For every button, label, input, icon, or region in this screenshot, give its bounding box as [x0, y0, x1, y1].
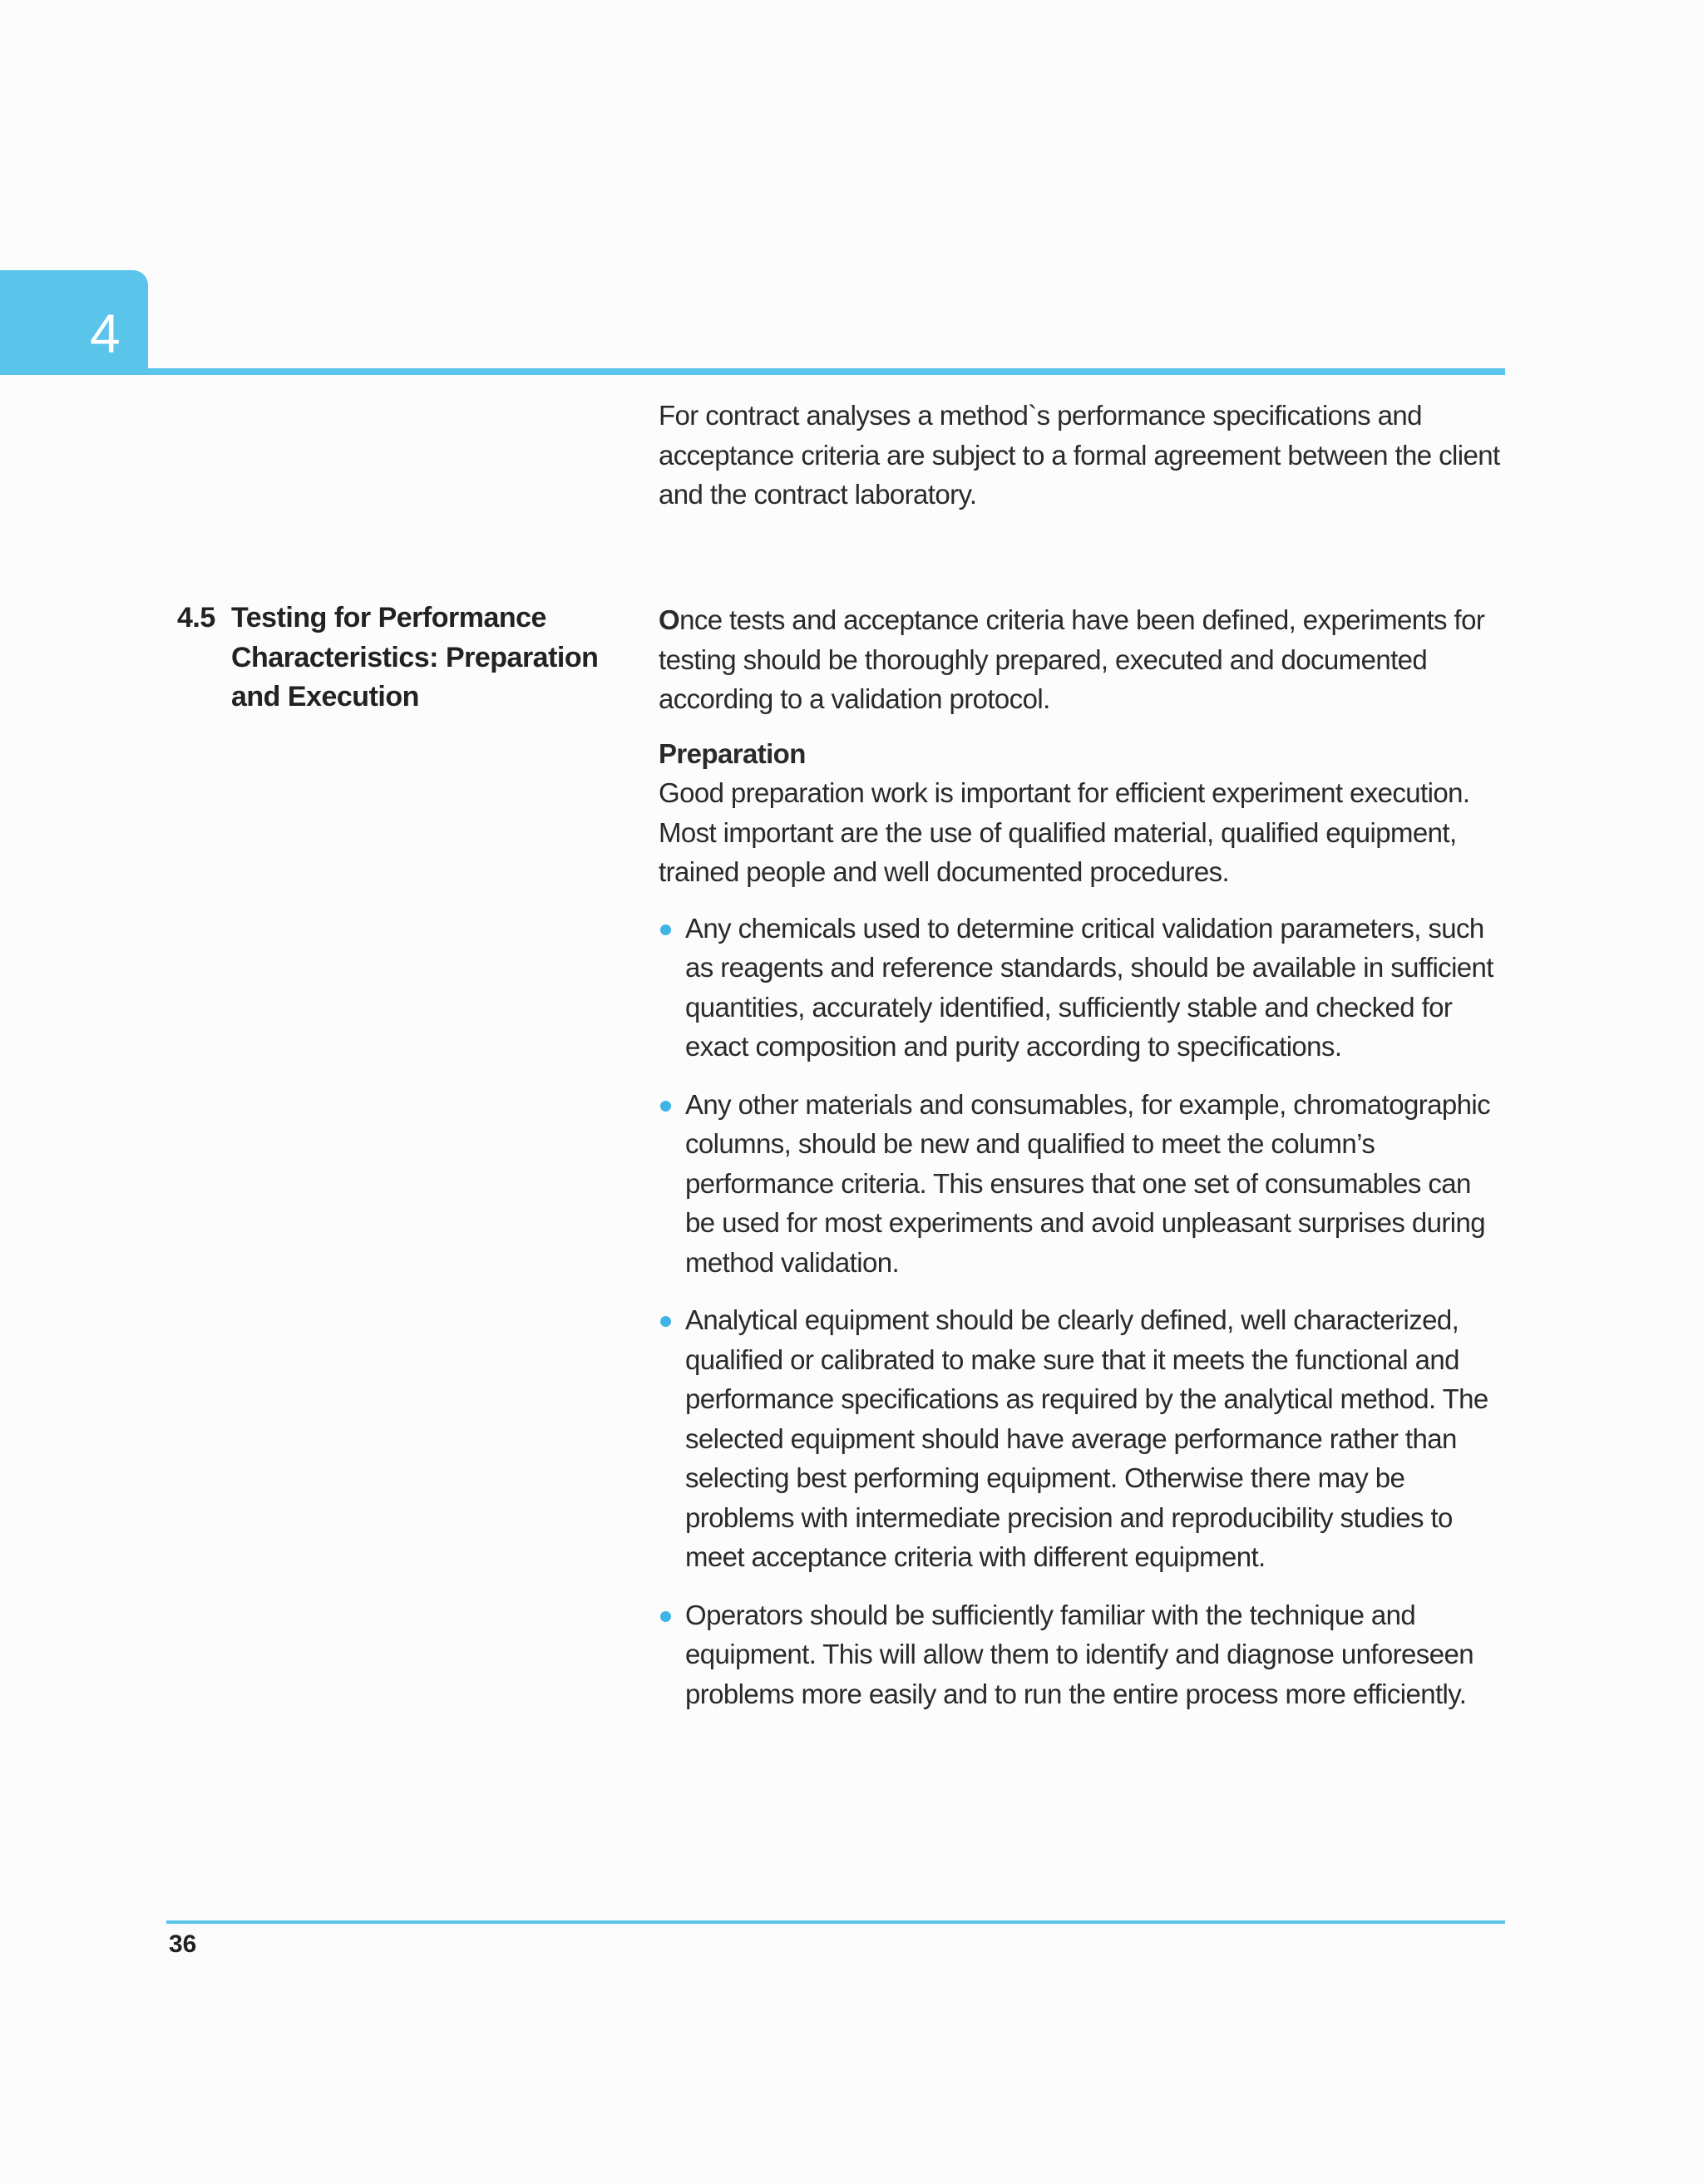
bullet-icon: [660, 1611, 671, 1622]
preparation-text: Good preparation work is important for efficient experiment execution. Most important are the use of qualified material, qualified equipment, trained people and well documented procedures.: [659, 777, 1470, 887]
page-number: 36: [169, 1930, 197, 1958]
intro-paragraph: [659, 396, 1507, 515]
bullet-icon: [660, 924, 671, 935]
list-item: [659, 1300, 1507, 1577]
lead-first-letter: O: [659, 604, 680, 635]
subheading-preparation: Preparation: [659, 737, 806, 769]
intro-text: For contract analyses a method`s performance specifications and acceptance criteria are subject to a formal agreement between the client and the contract laboratory.: [659, 400, 1500, 510]
chapter-number: 4: [90, 303, 121, 364]
bullet-icon: [660, 1316, 671, 1327]
chapter-tab: [0, 270, 148, 372]
header-rule: [0, 368, 1505, 375]
footer-rule: [166, 1920, 1505, 1924]
lead-text: nce tests and acceptance criteria have been defined, experiments for testing should be thoroughly prepared, executed and documented according to a validation protocol.: [659, 604, 1485, 714]
bullet-icon: [660, 1101, 671, 1112]
lead-paragraph: [659, 600, 1507, 719]
list-item: [659, 1085, 1507, 1283]
bullet-text: Any chemicals used to determine critical validation parameters, such as reagents and reference standards, should be available in sufficient quantities, accurately identified, sufficiently stable and checked for exact composition and purity according to specifications.: [685, 912, 1493, 1062]
bullet-text: Analytical equipment should be clearly defined, well characterized, qualified or calibrated to make sure that it meets the functional and performance specifications as required by the analytical method. The selected equipment should have average performance rather than selecting best performing equipment. Otherwise there may be problems with intermediate precision and reproducibility studies to meet acceptance criteria with different equipment.: [685, 1304, 1488, 1572]
list-item: [659, 1595, 1507, 1714]
bullet-list: [659, 909, 1507, 1714]
bullet-text: Any other materials and consumables, for example, chromatographic columns, should be new and qualified to meet the column’s performance criteria. This ensures that one set of consumables can be used for most experiments and avoid unpleasant surprises during method validation.: [685, 1088, 1491, 1278]
section-title: Testing for Performance Characteristics: Preparation and Execution: [231, 602, 599, 712]
bullet-text: Operators should be sufficiently familiar with the technique and equipment. This will allow them to identify and diagnose unforeseen problems more easily and to run the entire process more efficiently.: [685, 1599, 1473, 1709]
section-number: 4.5: [177, 602, 215, 634]
section-body: [659, 600, 1507, 1732]
list-item: [659, 909, 1507, 1067]
